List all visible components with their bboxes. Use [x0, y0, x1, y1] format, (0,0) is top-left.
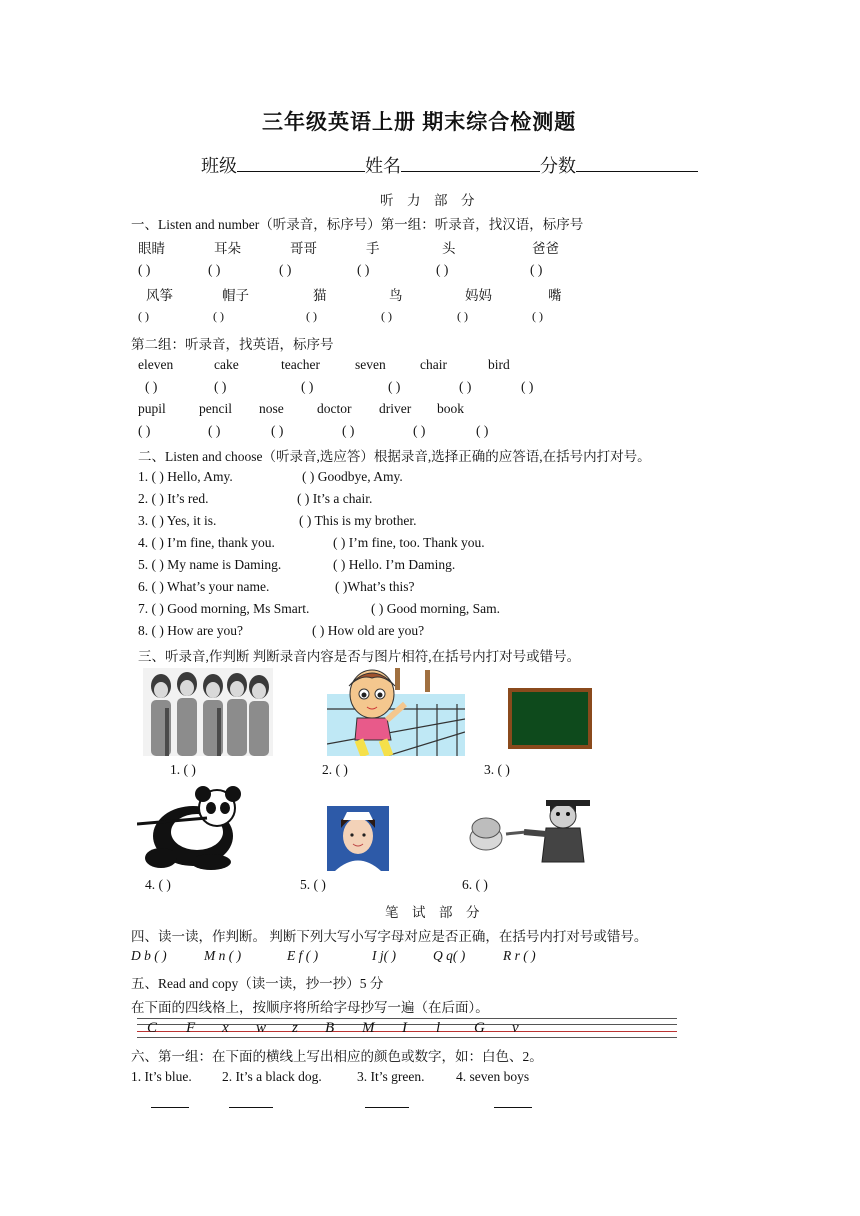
letter-pair[interactable]: M n ( ) [204, 948, 242, 963]
sentence: 4. seven boys [456, 1069, 530, 1084]
word: 手 [366, 241, 380, 256]
choice-b[interactable]: ( ) Hello. I’m Daming. [333, 557, 456, 572]
choice-b[interactable]: ( ) I’m fine, too. Thank you. [333, 535, 485, 550]
choice-a[interactable]: 2. ( ) It’s red. [138, 491, 209, 506]
choice-a[interactable]: 1. ( ) Hello, Amy. [138, 469, 233, 484]
word: book [437, 401, 464, 416]
word: nose [259, 401, 284, 416]
word: bird [488, 357, 510, 372]
section4-title: 四、读一读，作判断。 判断下列大写小写字母对应是否正确，在括号内打对号或错号。 [131, 929, 648, 944]
class-blank[interactable] [237, 153, 365, 172]
answer-line[interactable] [151, 1106, 189, 1108]
section1-title: 一、Listen and number（听录音，标序号）第一组：听录音，找汉语，标序号 [131, 217, 584, 232]
writing-heading: 笔 试 部 分 [385, 905, 480, 920]
answer-paren[interactable]: ( ) [342, 423, 355, 438]
picture-label-5[interactable]: 5. ( ) [300, 877, 326, 892]
answer-paren[interactable]: ( ) [138, 423, 151, 438]
answer-paren[interactable]: ( ) [301, 379, 314, 394]
choice-a[interactable]: 8. ( ) How are you? [138, 623, 243, 638]
word: 风筝 [146, 288, 173, 303]
copy-letter: w [256, 1020, 267, 1036]
sentence: 2. It’s a black dog. [222, 1069, 322, 1084]
choice-a[interactable]: 4. ( ) I’m fine, thank you. [138, 535, 275, 550]
word: 眼睛 [138, 241, 165, 256]
copy-letter: M [362, 1020, 375, 1036]
section2-title: 二、Listen and choose（听录音,选应答）根据录音,选择正确的应答语,在括号内打对号。 [138, 449, 651, 464]
answer-paren[interactable]: ( ) [476, 423, 489, 438]
answer-paren[interactable]: ( ) [381, 309, 392, 323]
answer-paren[interactable]: ( ) [413, 423, 426, 438]
word: eleven [138, 357, 174, 372]
copy-letter: B [325, 1020, 335, 1036]
word: teacher [281, 357, 320, 372]
choice-b[interactable]: ( ) It’s a chair. [297, 491, 373, 506]
copy-letter: C [147, 1020, 158, 1036]
answer-paren[interactable]: ( ) [279, 262, 292, 277]
answer-paren[interactable]: ( ) [459, 379, 472, 394]
four-line-grid[interactable] [137, 1018, 677, 1038]
answer-paren[interactable]: ( ) [306, 309, 317, 323]
choice-a[interactable]: 5. ( ) My name is Daming. [138, 557, 282, 572]
answer-paren[interactable]: ( ) [530, 262, 543, 277]
sentence: 3. It’s green. [357, 1069, 425, 1084]
word: 鸟 [389, 288, 403, 303]
section5-title: 五、Read and copy（读一读，抄一抄）5 分 [131, 976, 384, 991]
answer-paren[interactable]: ( ) [214, 379, 227, 394]
answer-line[interactable] [494, 1106, 532, 1108]
choice-b[interactable]: ( )What’s this? [335, 579, 415, 594]
picture-label-1[interactable]: 1. ( ) [170, 762, 196, 777]
word: 爸爸 [532, 241, 559, 256]
nurse-photo [327, 806, 389, 871]
answer-paren[interactable]: ( ) [521, 379, 534, 394]
answer-paren[interactable]: ( ) [532, 309, 543, 323]
blackboard-picture [508, 688, 592, 749]
sentence: 1. It’s blue. [131, 1069, 192, 1084]
choice-b[interactable]: ( ) Goodbye, Amy. [302, 469, 403, 484]
choice-b[interactable]: ( ) Good morning, Sam. [371, 601, 500, 616]
word: 耳朵 [214, 241, 241, 256]
letter-pair[interactable]: Q q( ) [433, 948, 466, 963]
cartoon-figures-picture [466, 786, 602, 864]
answer-paren[interactable]: ( ) [271, 423, 284, 438]
answer-line[interactable] [229, 1106, 273, 1108]
choice-a[interactable]: 3. ( ) Yes, it is. [138, 513, 217, 528]
picture-label-3[interactable]: 3. ( ) [484, 762, 510, 777]
answer-paren[interactable]: ( ) [388, 379, 401, 394]
name-blank[interactable] [401, 153, 540, 172]
answer-paren[interactable]: ( ) [208, 423, 221, 438]
answer-paren[interactable]: ( ) [138, 309, 149, 323]
answer-paren[interactable]: ( ) [208, 262, 221, 277]
picture-label-6[interactable]: 6. ( ) [462, 877, 488, 892]
choice-a[interactable]: 7. ( ) Good morning, Ms Smart. [138, 601, 310, 616]
word: driver [379, 401, 412, 416]
picture-label-2[interactable]: 2. ( ) [322, 762, 348, 777]
copy-letter: z [292, 1020, 298, 1036]
name-label: 姓名 [365, 156, 401, 176]
word: doctor [317, 401, 352, 416]
answer-paren[interactable]: ( ) [457, 309, 468, 323]
word: pencil [199, 401, 232, 416]
choice-b[interactable]: ( ) This is my brother. [299, 513, 417, 528]
word: 猫 [313, 288, 327, 303]
copy-letter: v [512, 1020, 519, 1036]
page-title: 三年级英语上册 期末综合检测题 [262, 110, 577, 134]
cartoon-girl-picture [327, 664, 465, 756]
copy-letter: l [436, 1020, 441, 1036]
word: 嘴 [548, 288, 562, 303]
word: cake [214, 357, 239, 372]
listening-heading: 听 力 部 分 [380, 193, 475, 208]
answer-paren[interactable]: ( ) [357, 262, 370, 277]
word: 帽子 [222, 288, 249, 303]
class-label: 班级 [201, 156, 237, 176]
girls-photo [143, 668, 273, 756]
answer-paren[interactable]: ( ) [145, 379, 158, 394]
choice-b[interactable]: ( ) How old are you? [312, 623, 425, 638]
copy-letter: F [186, 1020, 196, 1036]
letter-pair[interactable]: I j( ) [372, 948, 396, 963]
word: 哥哥 [290, 241, 317, 256]
answer-paren[interactable]: ( ) [138, 262, 151, 277]
copy-letter: G [474, 1020, 485, 1036]
copy-letter: I [402, 1020, 407, 1036]
choice-a[interactable]: 6. ( ) What’s your name. [138, 579, 270, 594]
word: pupil [138, 401, 166, 416]
info-line [201, 152, 698, 178]
panda-picture [137, 782, 245, 872]
score-blank[interactable] [576, 153, 698, 172]
section3-title: 三、听录音,作判断 判断录音内容是否与图片相符,在括号内打对号或错号。 [138, 649, 581, 664]
answer-paren[interactable]: ( ) [436, 262, 449, 277]
word: chair [420, 357, 447, 372]
letter-pair[interactable]: R r ( ) [503, 948, 536, 963]
group2-title: 第二组：听录音，找英语，标序号 [131, 337, 334, 352]
section6-title: 六、第一组：在下面的横线上写出相应的颜色或数字，如：白色、2。 [131, 1049, 543, 1064]
word: 妈妈 [465, 288, 492, 303]
letter-pair[interactable]: D b ( ) [131, 948, 167, 963]
picture-label-4[interactable]: 4. ( ) [145, 877, 171, 892]
section5-instruction: 在下面的四线格上，按顺序将所给字母抄写一遍（在后面）。 [131, 1000, 489, 1015]
answer-paren[interactable]: ( ) [213, 309, 224, 323]
score-label: 分数 [540, 156, 576, 176]
word: seven [355, 357, 386, 372]
answer-line[interactable] [365, 1106, 409, 1108]
word: 头 [442, 241, 456, 256]
copy-letter: x [222, 1020, 229, 1036]
letter-pair[interactable]: E f ( ) [287, 948, 319, 963]
